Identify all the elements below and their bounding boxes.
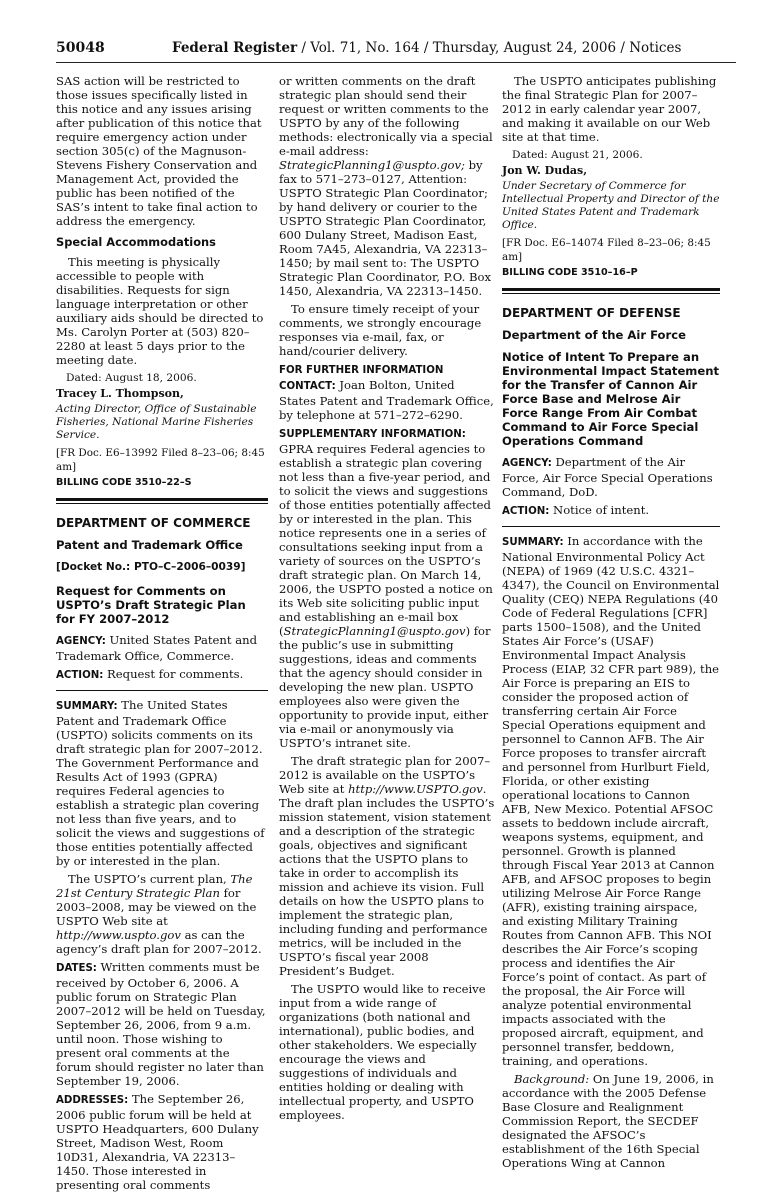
page-header (56, 38, 736, 63)
dates-text: Written comments must be received by October 6, 2006. A public forum on Strategic Plan 2007–2012 will be held on Tuesday, September 26, 2006, from 9 a.m. until noon. Those wishing to present oral comments at the forum should register no later than September 19, 2006. (56, 960, 266, 1088)
signer-name: Jon W. Dudas, (502, 164, 588, 177)
action-paragraph (502, 503, 720, 519)
stakeholder-paragraph: The USPTO would like to receive input from a wide range of organizations (both national and international), public bodies, and other stakeholders. We especially encourage the views and suggestions of individuals and entities holding or dealing with intellectual property, and USPTO employees. (279, 982, 486, 1122)
signer-title: Acting Director, Office of Sustainable Fisheries, National Marine Fisheries Service. (56, 403, 257, 441)
action-text: Request for comments. (103, 667, 244, 681)
final-plan-paragraph: The USPTO anticipates publishing the final Strategic Plan for 2007–2012 in early calendar year 2007, and making it available on our Web site at that time. (502, 74, 717, 144)
background-paragraph (502, 1072, 720, 1170)
publication-line (172, 40, 681, 56)
summary-text: The United States Patent and Trademark Office (USPTO) solicits comments on its draft strategic plan for 2007–2012. The Government Performance and Results Act of 1993 (GPRA) requires Federal agencies to establish a strategic plan covering not less than five years, and to solicit the views and suggestions of those entities potentially affected by or interested in the plan. (56, 698, 265, 868)
section-rule-thin (502, 293, 720, 294)
issue-details: / Vol. 71, No. 164 / Thursday, August 24, 2006 / Notices (297, 40, 682, 56)
department-heading: DEPARTMENT OF COMMERCE (56, 516, 251, 530)
divider (56, 690, 268, 691)
agency-paragraph (56, 633, 268, 663)
summary-label: SUMMARY: (502, 537, 564, 548)
comment-methods-paragraph (279, 74, 495, 298)
special-accommodations-text: This meeting is physically accessible to people with disabilities. Requests for sign language interpretation or other auxiliary aids should be directed to Ms. Carolyn Porter at (503) 820–2280 at least 5 days prior to the meeting date. (56, 255, 264, 367)
draft-plan-paragraph (279, 754, 495, 978)
draft-plan-text-b: . The draft plan includes the USPTO’s mission statement, vision statement and a description of the strategic goals, objectives and significant actions that the USPTO plans to take in order to accomplish its mission and achieve its vision. Full details on how the USPTO plans to implement the strategic plan, including funding and performance metrics, will be included in the USPTO’s fiscal year 2008 President’s Budget. (279, 782, 495, 978)
addresses-paragraph (56, 1092, 268, 1192)
billing-code: BILLING CODE 3510–22–S (56, 477, 192, 488)
addresses-text: The September 26, 2006 public forum will be held at USPTO Headquarters, 600 Dulany Street, Madison West, Room 10D31, Alexandria, VA 22313–1450. Those interested in presenting oral comments (56, 1092, 259, 1192)
timely-receipt-paragraph: To ensure timely receipt of your comments, we strongly encourage responses via e-mail, fax, or hand/courier delivery. (279, 302, 482, 358)
dates-paragraph (56, 960, 268, 1088)
section-rule-thin (56, 503, 268, 504)
signer-title: Under Secretary of Commerce for Intellectual Property and Director of the United States Patent and Trademark Office. (502, 180, 720, 231)
column-1 (56, 74, 268, 1196)
current-plan-text-b: for 2003–2008, may be viewed on the USPTO Web site at (56, 886, 257, 928)
background-text: On June 19, 2006, in accordance with the 2005 Defense Base Closure and Realignment Commission Report, the SECDEF designated the AFSOC’s establishment of the 16th Special Operations Wing at Cannon (502, 1072, 714, 1170)
email-link[interactable]: StrategicPlanning1@uspto.gov; (279, 158, 465, 172)
background-label: Background: (514, 1072, 590, 1086)
addresses-label: ADDRESSES: (56, 1095, 129, 1106)
publication-name: Federal Register (172, 40, 298, 56)
agency-label: AGENCY: (56, 636, 106, 647)
contact-paragraph (279, 362, 495, 422)
summary-label: SUMMARY: (56, 701, 118, 712)
comment-methods-text-b: by fax to 571–273–0127, Attention: USPTO Strategic Plan Coordinator; by hand delivery or courier to the USPTO Strategic Plan Coordinator, 600 Dulany Street, Madison East, Room 7A45, Alexandria, VA 22313–1450; by mail sent to: The USPTO Strategic Plan Coordinator, P.O. Box 1450, Alexandria, VA 22313–1450. (279, 158, 491, 298)
current-plan-title: The 21st Century Strategic Plan (56, 872, 253, 900)
agency-text: United States Patent and Trademark Office, Commerce. (56, 633, 258, 663)
supplementary-email-link[interactable]: StrategicPlanning1@uspto.gov (283, 624, 466, 638)
action-text: Notice of intent. (549, 503, 650, 517)
current-plan-text-a: The USPTO’s current plan, (68, 872, 231, 886)
current-plan-text-c: as can the agency’s draft plan for 2007–2012. (56, 928, 262, 956)
special-accommodations-heading: Special Accommodations (56, 235, 216, 249)
agency-paragraph (502, 455, 720, 499)
department-heading: DEPARTMENT OF DEFENSE (502, 306, 681, 320)
summary-paragraph (502, 534, 720, 1068)
action-label: ACTION: (502, 506, 550, 517)
page-number: 50048 (56, 40, 105, 56)
column-2 (279, 74, 495, 1126)
sas-paragraph: SAS action will be restricted to those issues specifically listed in this notice and any issues arising after publication of this notice that require emergency action under section 305(c) of the Magnuson-Stevens Fishery Conservation and Management Act, provided the public has been notified of the SAS’s intent to take final action to address the emergency. (56, 74, 262, 228)
supplementary-label: SUPPLEMENTARY INFORMATION: (279, 429, 466, 440)
agency-text: Department of the Air Force, Air Force Special Operations Command, DoD. (502, 455, 713, 499)
fr-doc-line: [FR Doc. E6–14074 Filed 8–23–06; 8:45 am] (502, 237, 711, 263)
notice-title: Request for Comments on USPTO’s Draft Strategic Plan for FY 2007–2012 (56, 584, 246, 626)
fr-doc-line: [FR Doc. E6–13992 Filed 8–23–06; 8:45 am] (56, 447, 265, 473)
agency-subheading: Patent and Trademark Office (56, 538, 243, 552)
supplementary-text-a: GPRA requires Federal agencies to establish a strategic plan covering not less than a five-year period, and to solicit the views and suggestions of those entities potentially affected by or interested in the plan. This notice represents one in a series of consultations seeking input from a variety of sources on the USPTO’s draft strategic plan. On March 14, 2006, the USPTO posted a notice on its Web site soliciting public input and establishing an e-mail box ( (279, 442, 493, 638)
dated-line: Dated: August 18, 2006. (66, 372, 197, 384)
dated-line: Dated: August 21, 2006. (512, 149, 643, 161)
supplementary-text-b: ) for the public’s use in submitting suggestions, ideas and comments that the agency should consider in developing the new plan. USPTO employees also were given the opportunity to provide input, either via e-mail or anonymously via USPTO’s intranet site. (279, 624, 491, 750)
billing-code: BILLING CODE 3510–16–P (502, 267, 638, 278)
contact-label: FOR FURTHER INFORMATION CONTACT: (279, 365, 444, 392)
supplementary-paragraph (279, 426, 495, 750)
summary-text: In accordance with the National Environmental Policy Act (NEPA) of 1969 (42 U.S.C. 4321–4347), the Council on Environmental Quality (CEQ) NEPA Regulations (40 Code of Federal Regulations [CFR] parts 1500–1508), and the United States Air Force’s (USAF) Environmental Impact Analysis Process (EIAP, 32 CFR part 989), the Air Force is preparing an EIS to consider the proposed action of transferring certain Air Force Special Operations equipment and personnel to Cannon AFB. The Air Force proposes to transfer aircraft and personnel from Hurlburt Field, Florida, or other existing operational locations to Cannon AFB, New Mexico. Potential AFSOC assets to beddown include aircraft, weapons systems, equipment, and personnel. Growth is planned through Fiscal Year 2013 at Cannon AFB, and AFSOC proposes to begin utilizing Melrose Air Force Range (AFR), existing training airspace, and existing Military Training Routes from Cannon AFB. This NOI describes the Air Force’s scoping process and identifies the Air Force’s point of contact. As part of the proposal, the Air Force will analyze potential environmental impacts associated with the proposed aircraft, equipment, and personnel transfer, beddown, training, and operations. (502, 534, 720, 1068)
draft-plan-text-a: The draft strategic plan for 2007–2012 is available on the USPTO’s Web site at (279, 754, 491, 796)
action-paragraph (56, 667, 268, 683)
uspto-link[interactable]: http://www.uspto.gov (56, 928, 181, 942)
agency-subheading: Department of the Air Force (502, 328, 686, 342)
column-3 (502, 74, 720, 1174)
agency-label: AGENCY: (502, 458, 552, 469)
divider (502, 526, 720, 527)
section-rule-thick (502, 288, 720, 291)
docket-number: [Docket No.: PTO–C–2006–0039] (56, 561, 246, 573)
action-label: ACTION: (56, 670, 104, 681)
section-rule-thick (56, 498, 268, 501)
signer-name: Tracey L. Thompson, (56, 387, 184, 400)
comment-methods-text-a: or written comments on the draft strategic plan should send their request or written comments to the USPTO by any of the following methods: electronically via a special e-mail address: (279, 74, 493, 158)
contact-text: Joan Bolton, United States Patent and Trademark Office, by telephone at 571–272–6290. (279, 378, 494, 422)
draft-plan-link[interactable]: http://www.USPTO.gov (348, 782, 483, 796)
dates-label: DATES: (56, 963, 97, 974)
notice-title: Notice of Intent To Prepare an Environmental Impact Statement for the Transfer of Cannon Air Force Base and Melrose Air Force Range From Air Combat Command to Air Force Special Operations Command (502, 350, 720, 448)
current-plan-paragraph (56, 872, 268, 956)
summary-paragraph (56, 698, 268, 868)
